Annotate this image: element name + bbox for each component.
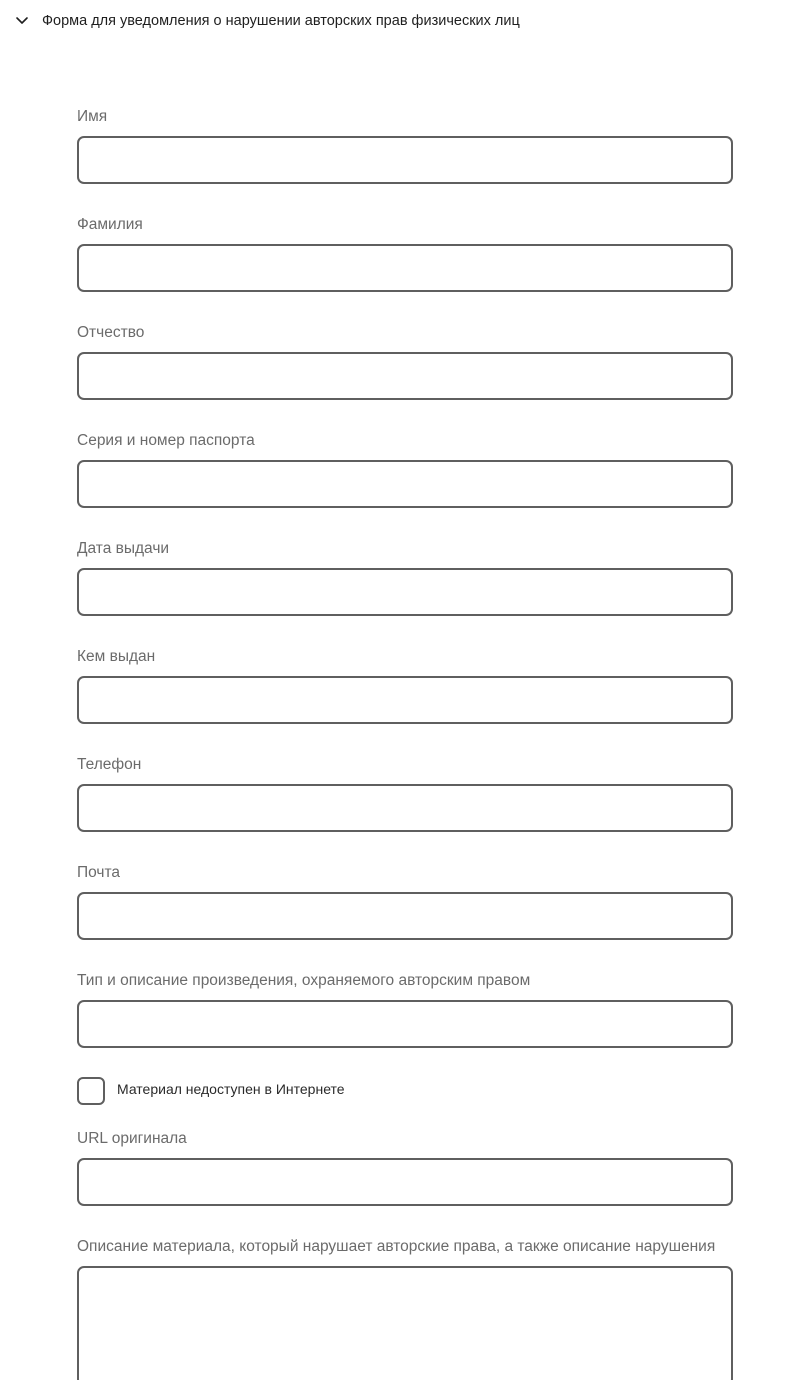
passport-label: Серия и номер паспорта <box>77 432 255 449</box>
work-description-label: Тип и описание произведения, охраняемого авторским правом <box>77 972 531 989</box>
url-original-input[interactable] <box>77 1158 733 1206</box>
last-name-input[interactable] <box>77 244 733 292</box>
issue-date-field <box>77 538 733 616</box>
first-name-label: Имя <box>77 108 108 125</box>
patronymic-input[interactable] <box>77 352 733 400</box>
violation-description-textarea[interactable] <box>77 1266 733 1380</box>
issued-by-input[interactable] <box>77 676 733 724</box>
phone-input[interactable] <box>77 784 733 832</box>
form-section-header[interactable] <box>0 0 810 42</box>
last-name-field <box>77 214 733 292</box>
email-field <box>77 862 733 940</box>
url-original-label: URL оригинала <box>77 1130 187 1147</box>
phone-label: Телефон <box>77 756 142 773</box>
work-description-input[interactable] <box>77 1000 733 1048</box>
first-name-input[interactable] <box>77 136 733 184</box>
offline-material-checkbox-label[interactable]: Материал недоступен в Интернете <box>117 1081 345 1097</box>
work-description-field <box>77 970 733 1048</box>
first-name-field <box>77 106 733 184</box>
offline-material-checkbox-row[interactable] <box>77 1076 733 1106</box>
chevron-down-icon[interactable] <box>14 12 30 28</box>
email-label: Почта <box>77 864 121 881</box>
phone-field <box>77 754 733 832</box>
email-input[interactable] <box>77 892 733 940</box>
issue-date-label: Дата выдачи <box>77 540 170 557</box>
issued-by-field <box>77 646 733 724</box>
passport-input[interactable] <box>77 460 733 508</box>
issued-by-label: Кем выдан <box>77 648 156 665</box>
patronymic-label: Отчество <box>77 324 145 341</box>
copyright-notice-form <box>77 106 733 1380</box>
violation-description-label: Описание материала, который нарушает авторские права, а также описание нарушения <box>77 1238 716 1255</box>
issue-date-input[interactable] <box>77 568 733 616</box>
section-title: Форма для уведомления о нарушении авторских прав физических лиц <box>42 13 520 29</box>
patronymic-field <box>77 322 733 400</box>
violation-description-field <box>77 1236 733 1380</box>
passport-field <box>77 430 733 508</box>
offline-material-checkbox[interactable] <box>77 1077 105 1105</box>
url-original-field <box>77 1128 733 1206</box>
last-name-label: Фамилия <box>77 216 143 233</box>
